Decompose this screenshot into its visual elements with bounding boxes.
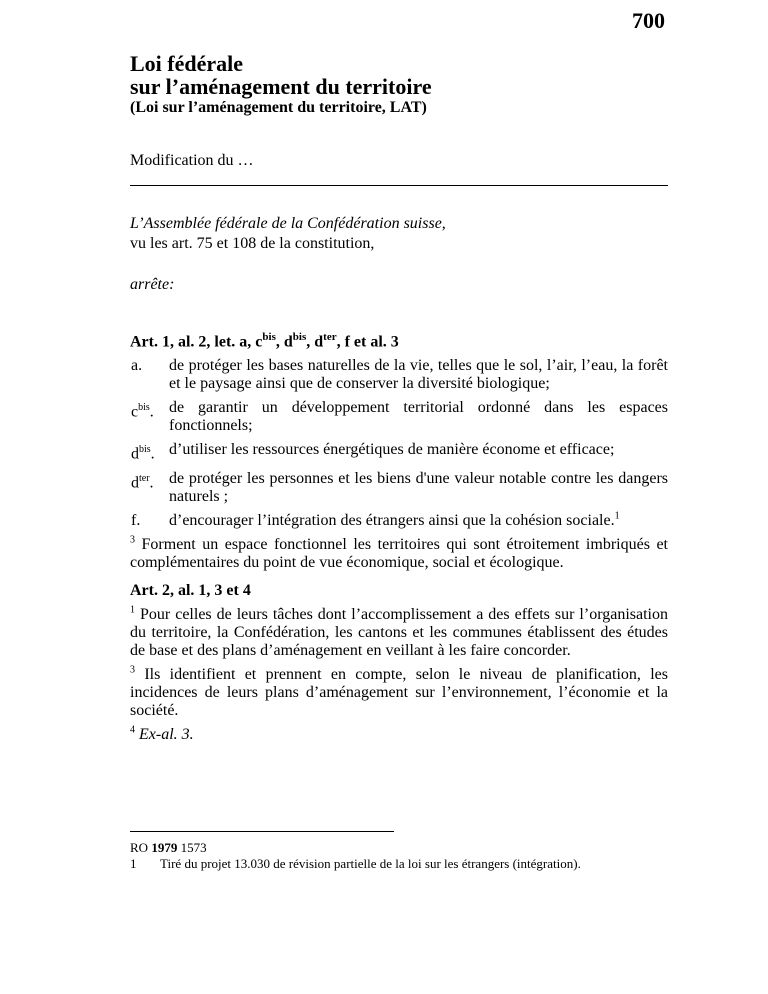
modification-date: Modification du … — [130, 152, 254, 169]
list-item: f. d’encourager l’intégration des étrangers ainsi que la cohésion sociale.$^1$ — [131, 510, 620, 529]
footer — [130, 840, 581, 872]
page-number: 700 — [632, 8, 665, 33]
item-label: $d^{bis}$. — [131, 444, 155, 463]
footnote-ref[interactable]: 1 — [614, 510, 620, 522]
list-item: $d^{bis}$. d’utiliser les ressources énergétiques de manière économe et efficace; — [131, 441, 615, 463]
preamble-assembly: L’Assemblée fédérale de la Confédération suisse, — [130, 215, 446, 232]
item-label: $d^{ter}$. — [131, 472, 154, 491]
document-title — [130, 52, 432, 98]
article-1-paragraph-3: $^3$ Forment un espace fonctionnel les territoires qui sont étroitement imbriqués et complémentaires du point de vue économique, social et écologique. — [130, 534, 668, 571]
title-line-2: sur l’aménagement du territoire — [130, 74, 432, 99]
article-2-paragraph-4: $^4$ Ex-al. 3. — [130, 724, 194, 743]
article-2-heading: Art. 2, al. 1, 3 et 4 — [130, 582, 251, 599]
title-line-1: Loi fédérale — [130, 51, 244, 76]
list-item: $d^{ter}$. de protéger les personnes et les biens d'une valeur notable contre les dangers naturels ; — [131, 469, 668, 505]
article-1 — [130, 331, 668, 578]
document-subtitle: (Loi sur l’aménagement du territoire, LAT) — [130, 99, 427, 116]
footnote-1: 1 Tiré du projet 13.030 de révision partielle de la loi sur les étrangers (intégration). — [130, 856, 581, 871]
preamble — [130, 214, 446, 254]
footnote-divider — [130, 831, 394, 832]
preamble-arrete: arrête: — [130, 276, 175, 293]
header-divider — [130, 185, 668, 186]
item-label: $c^{bis}$. — [131, 402, 154, 421]
item-label: a. — [131, 357, 143, 375]
preamble-vu: vu les art. 75 et 108 de la constitution, — [130, 235, 375, 252]
article-2-paragraph-1: $^1$ Pour celles de leurs tâches dont l’accomplissement a des effets sur l’organisation du territoire, la Confédération, les cantons et les communes établissent des études de base et des plans d’aménagement en veillant à les faire concorder. — [130, 604, 668, 659]
ro-reference: RO 1979 1573 — [130, 840, 207, 855]
article-2 — [130, 582, 668, 750]
list-item: a. de protéger les bases naturelles de la vie, telles que le sol, l’air, l’eau, la forêt et le paysage ainsi que de conserver la diversité biologique; — [131, 357, 668, 393]
article-2-paragraph-3: $^3$ Ils identifient et prennent en compte, selon le niveau de planification, les incidences de leurs plans d’aménagement sur l’environnement, l’économie et la société. — [130, 664, 668, 719]
list-item: $c^{bis}$. de garantir un développement territorial ordonné dans les espaces fonctionnels; — [131, 399, 668, 435]
article-1-heading: Art. 1, al. 2, let. a, $c^{bis}$, $d^{bis}$, $d^{ter}$, f et al. 3 — [130, 331, 399, 351]
item-label: f. — [131, 511, 141, 529]
